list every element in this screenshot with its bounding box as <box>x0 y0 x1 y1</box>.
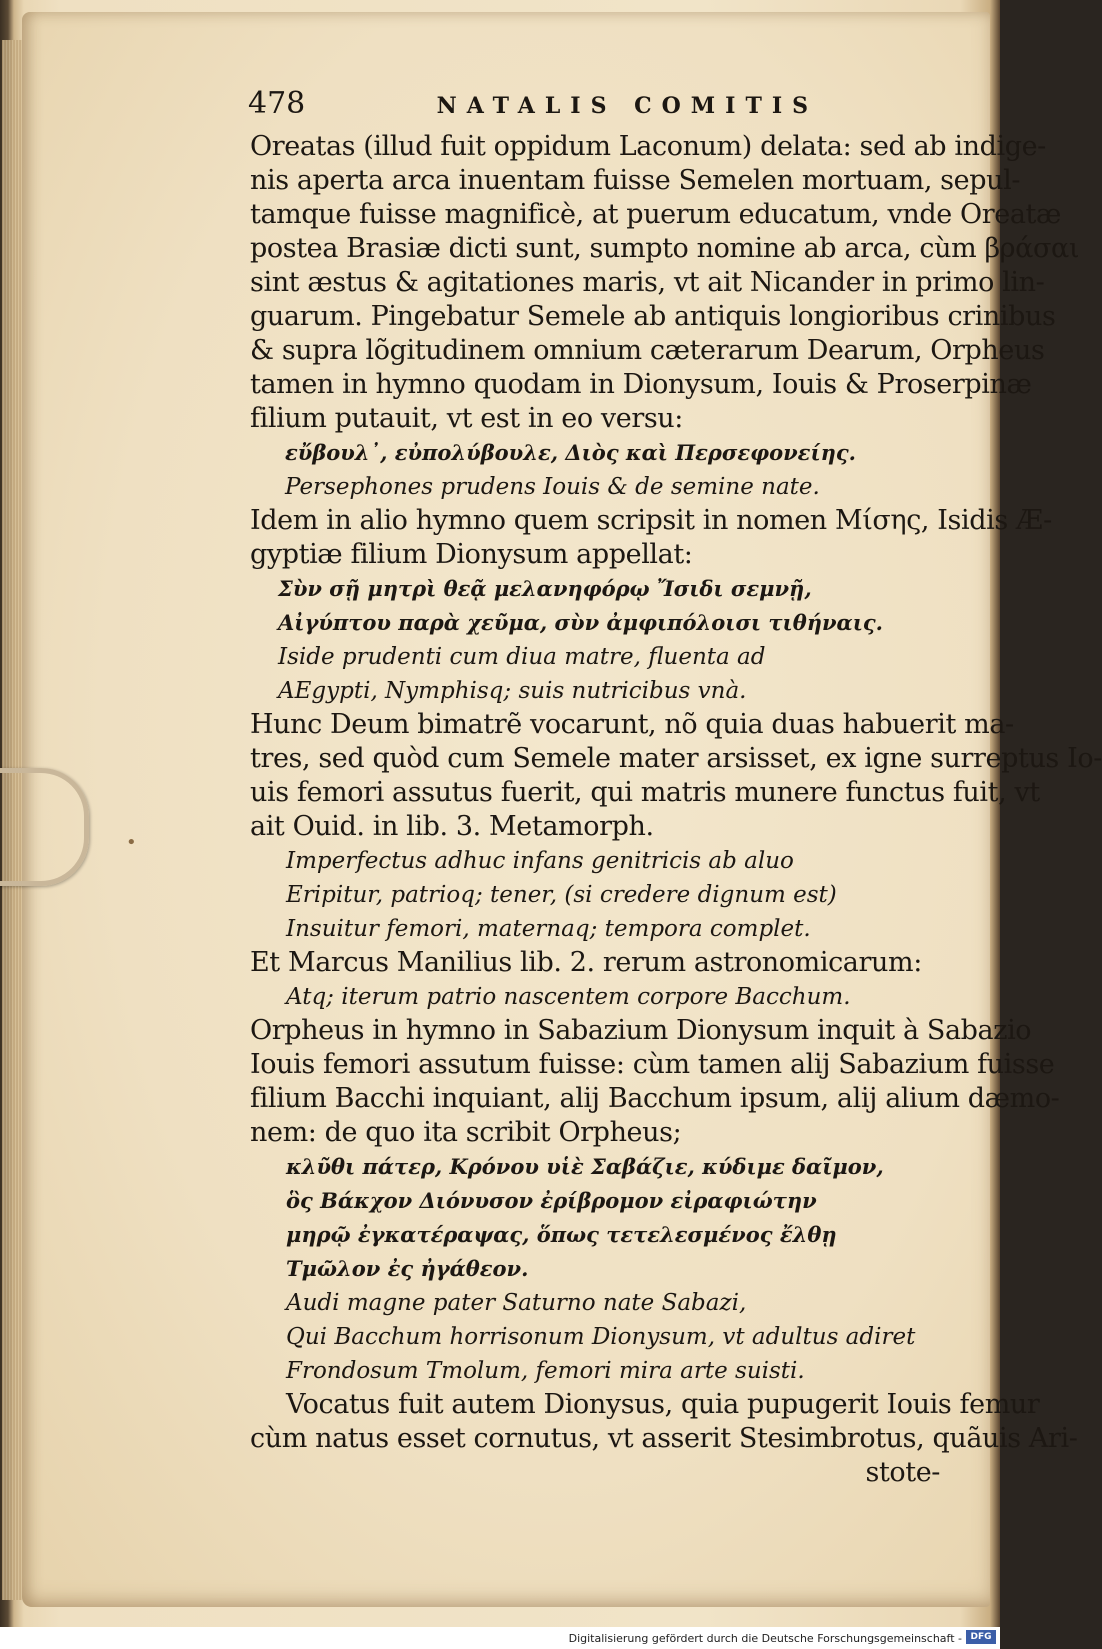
text-line: Eripitur, patrioq; tener, (si credere dignum est) <box>286 882 837 908</box>
text-line: μηρῷ ἐγκατέραψας, ὅπως τετελεσμένος ἔλθῃ <box>286 1222 837 1247</box>
text-line: εὔβουλ᾽, εὐπολύβουλε, Διὸς καὶ Περσεφονείης. <box>285 440 856 465</box>
body-text <box>250 130 1102 1490</box>
text-line: Oreatas (illud fuit oppidum Laconum) delata: sed ab indige- <box>250 131 1046 162</box>
text-line: guarum. Pingebatur Semele ab antiquis longioribus crinibus <box>250 301 1056 332</box>
ink-stain: • <box>126 832 137 853</box>
text-line: Persephones prudens Iouis & de semine nate. <box>285 474 820 500</box>
dfg-logo: DFG <box>966 1630 996 1644</box>
text-line: postea Brasiæ dicti sunt, sumpto nomine ab arca, cùm βράσαι <box>250 233 1080 264</box>
text-line: ait Ouid. in lib. 3. Metamorph. <box>250 811 654 842</box>
text-line: Atq; iterum patrio nascentem corpore Bacchum. <box>286 984 851 1010</box>
text-line: tamen in hymno quodam in Dionysum, Iouis & Proserpinæ <box>250 369 1032 400</box>
text-line: Idem in alio hymno quem scripsit in nomen Μίσης, Isidis Æ- <box>250 505 1052 536</box>
text-line: uis femori assutus fuerit, qui matris munere functus fuit, vt <box>250 777 1040 808</box>
text-line: κλῦθι πάτερ, Κρόνου υἱὲ Σαβάζιε, κύδιμε δαῖμον, <box>286 1154 884 1179</box>
catchword: stote- <box>865 1457 940 1488</box>
text-line: gyptiæ filium Dionysum appellat: <box>250 539 693 570</box>
text-line: Σὺν σῇ μητρὶ θεᾷ μελανηφόρῳ Ἴσιδι σεμνῇ, <box>278 576 812 601</box>
text-line: filium putauit, vt est in eo versu: <box>250 403 683 434</box>
text-line: Orpheus in hymno in Sabazium Dionysum inquit à Sabazio <box>250 1015 1032 1046</box>
text-line: tres, sed quòd cum Semele mater arsisset, ex igne surreptus Io- <box>250 743 1102 774</box>
text-line: sint æstus & agitationes maris, vt ait Nicander in primo lin- <box>250 267 1045 298</box>
page-clip <box>0 768 89 886</box>
text-line: Qui Bacchum horrisonum Dionysum, vt adultus adiret <box>286 1324 916 1350</box>
text-line: Imperfectus adhuc infans genitricis ab aluo <box>286 848 794 874</box>
text-line: cùm natus esset cornutus, vt asserit Stesimbrotus, quãuis Ari- <box>250 1423 1078 1454</box>
text-line: Insuitur femori, maternaq; tempora complet. <box>286 916 811 942</box>
text-line: & supra lõgitudinem omnium cæterarum Dearum, Orpheus <box>250 335 1045 366</box>
text-line: Vocatus fuit autem Dionysus, quia pupugerit Iouis femur <box>286 1389 1040 1420</box>
text-line: tamque fuisse magnificè, at puerum educatum, vnde Oreatæ <box>250 199 1061 230</box>
text-line: AEgypti, Nymphisq; suis nutricibus vnà. <box>278 678 747 704</box>
footer-credit <box>0 1627 1000 1649</box>
running-title: NATALIS COMITIS <box>436 93 818 119</box>
text-line: Iouis femori assutum fuisse: cùm tamen alij Sabazium fuisse <box>250 1049 1055 1080</box>
text-line: ὃς Βάκχον Διόνυσον ἐρίβρομον εἰραφιώτην <box>286 1188 817 1213</box>
text-line: Iside prudenti cum diua matre, fluenta ad <box>278 644 766 670</box>
text-line: nem: de quo ita scribit Orpheus; <box>250 1117 682 1148</box>
text-line: Et Marcus Manilius lib. 2. rerum astronomicarum: <box>250 947 922 978</box>
text-line: filium Bacchi inquiant, alij Bacchum ipsum, alij alium dæmo- <box>250 1083 1060 1114</box>
running-head <box>248 86 818 121</box>
text-line: Τμῶλον ἐς ἠγάθεον. <box>286 1256 529 1281</box>
text-line: Hunc Deum bimatrẽ vocarunt, nõ quia duas habuerit ma- <box>250 709 1014 740</box>
text-line: nis aperta arca inuentam fuisse Semelen mortuam, sepul- <box>250 165 1021 196</box>
footer-credit-text: Digitalisierung gefördert durch die Deutsche Forschungsgemeinschaft - <box>568 1631 962 1645</box>
text-line: Αἰγύπτου παρὰ χεῦμα, σὺν ἀμφιπόλοισι τιθήναις. <box>278 610 883 635</box>
text-line: Frondosum Tmolum, femori mira arte suisti. <box>286 1358 805 1384</box>
page-number: 478 <box>248 86 306 121</box>
text-line: Audi magne pater Saturno nate Sabazi, <box>286 1290 747 1316</box>
